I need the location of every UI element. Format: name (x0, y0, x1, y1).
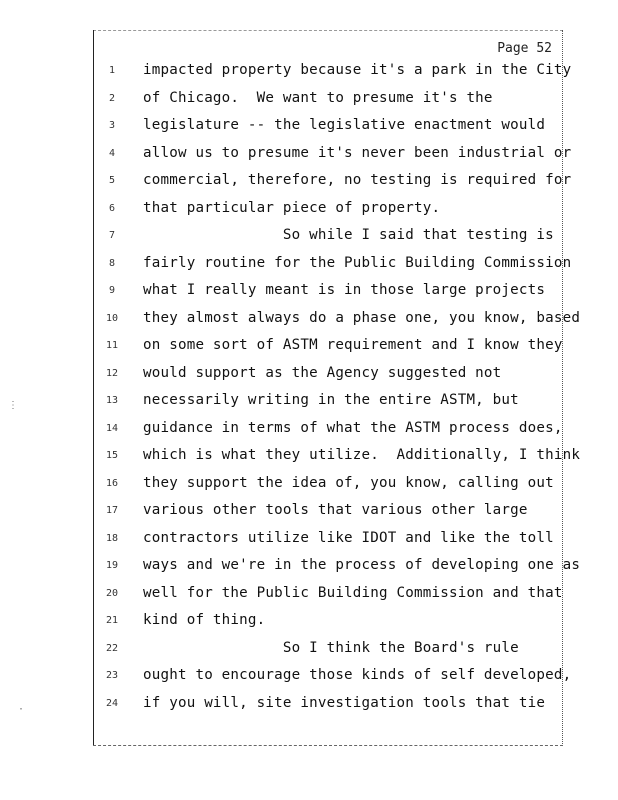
line-number: 15 (105, 450, 119, 461)
transcript-line (0, 365, 618, 385)
transcript-line (0, 695, 618, 715)
transcript-line (0, 172, 618, 192)
line-text: kind of thing. (143, 612, 266, 628)
margin-mark-left-lower: · (18, 704, 25, 715)
line-number: 17 (105, 505, 119, 516)
line-text: that particular piece of property. (143, 199, 441, 216)
line-number: 23 (105, 670, 119, 681)
line-number: 1 (108, 65, 116, 76)
line-text: various other tools that various other large (143, 502, 528, 518)
line-number: 14 (105, 422, 119, 434)
line-number: 4 (108, 147, 116, 159)
transcript-line (0, 62, 618, 82)
transcript-line (0, 227, 618, 247)
line-text: contractors utilize like IDOT and like the toll (143, 529, 554, 546)
frame-bottom-border (93, 745, 563, 746)
line-number: 12 (105, 367, 119, 379)
transcript-line (0, 282, 618, 302)
transcript-line (0, 640, 618, 660)
line-text: of Chicago. We want to presume it's the (143, 89, 493, 106)
line-number: 6 (108, 202, 116, 214)
line-number: 10 (105, 312, 119, 324)
line-number: 9 (108, 285, 116, 296)
line-number: 5 (108, 175, 116, 186)
transcript-line (0, 475, 618, 495)
transcript-line (0, 392, 618, 412)
line-text: what I really meant is in those large projects (143, 282, 546, 298)
transcript-line (0, 200, 618, 220)
transcript-line (0, 255, 618, 275)
line-text: guidance in terms of what the ASTM process does, (143, 419, 563, 436)
transcript-line (0, 117, 618, 137)
transcript-line (0, 612, 618, 632)
line-number: 3 (108, 120, 116, 131)
line-number: 11 (105, 340, 119, 351)
line-number: 16 (105, 477, 119, 489)
line-text: if you will, site investigation tools that tie (143, 694, 546, 711)
line-text: impacted property because it's a park in the City (143, 62, 572, 78)
line-text: which is what they utilize. Additionally, I think (143, 447, 581, 463)
line-text: they support the idea of, you know, calling out (143, 474, 554, 491)
line-text: So while I said that testing is (143, 227, 554, 243)
line-number: 22 (105, 642, 119, 654)
line-number: 24 (105, 697, 119, 709)
line-number: 18 (105, 532, 119, 544)
transcript-line (0, 310, 618, 330)
transcript-line (0, 447, 618, 467)
line-text: ways and we're in the process of developing one as (143, 557, 581, 573)
line-text: commercial, therefore, no testing is required for (143, 172, 572, 188)
line-number: 8 (108, 257, 116, 269)
page-number: Page 52 (497, 41, 552, 56)
margin-mark-left: ⋮ (8, 400, 18, 411)
line-number: 2 (108, 92, 116, 104)
line-text: well for the Public Building Commission and that (143, 584, 563, 601)
transcript-line (0, 145, 618, 165)
transcript-line (0, 585, 618, 605)
line-number: 7 (108, 230, 116, 241)
transcript-line (0, 337, 618, 357)
line-number: 19 (105, 560, 119, 571)
line-text: fairly routine for the Public Building Commission (143, 254, 572, 271)
line-text: would support as the Agency suggested not (143, 364, 502, 381)
line-number: 20 (105, 587, 119, 599)
line-text: on some sort of ASTM requirement and I know they (143, 337, 563, 353)
line-text: necessarily writing in the entire ASTM, but (143, 392, 519, 408)
line-text: So I think the Board's rule (143, 639, 519, 656)
transcript-line (0, 90, 618, 110)
line-text: they almost always do a phase one, you know, based (143, 309, 581, 326)
line-number: 13 (105, 395, 119, 406)
line-text: ought to encourage those kinds of self developed, (143, 667, 572, 683)
transcript-line (0, 667, 618, 687)
transcript-line (0, 530, 618, 550)
line-text: allow us to presume it's never been industrial or (143, 144, 572, 161)
transcript-line (0, 557, 618, 577)
frame-top-border (93, 30, 563, 31)
transcript-line (0, 502, 618, 522)
line-text: legislature -- the legislative enactment would (143, 117, 546, 133)
line-number: 21 (105, 615, 119, 626)
transcript-line (0, 420, 618, 440)
